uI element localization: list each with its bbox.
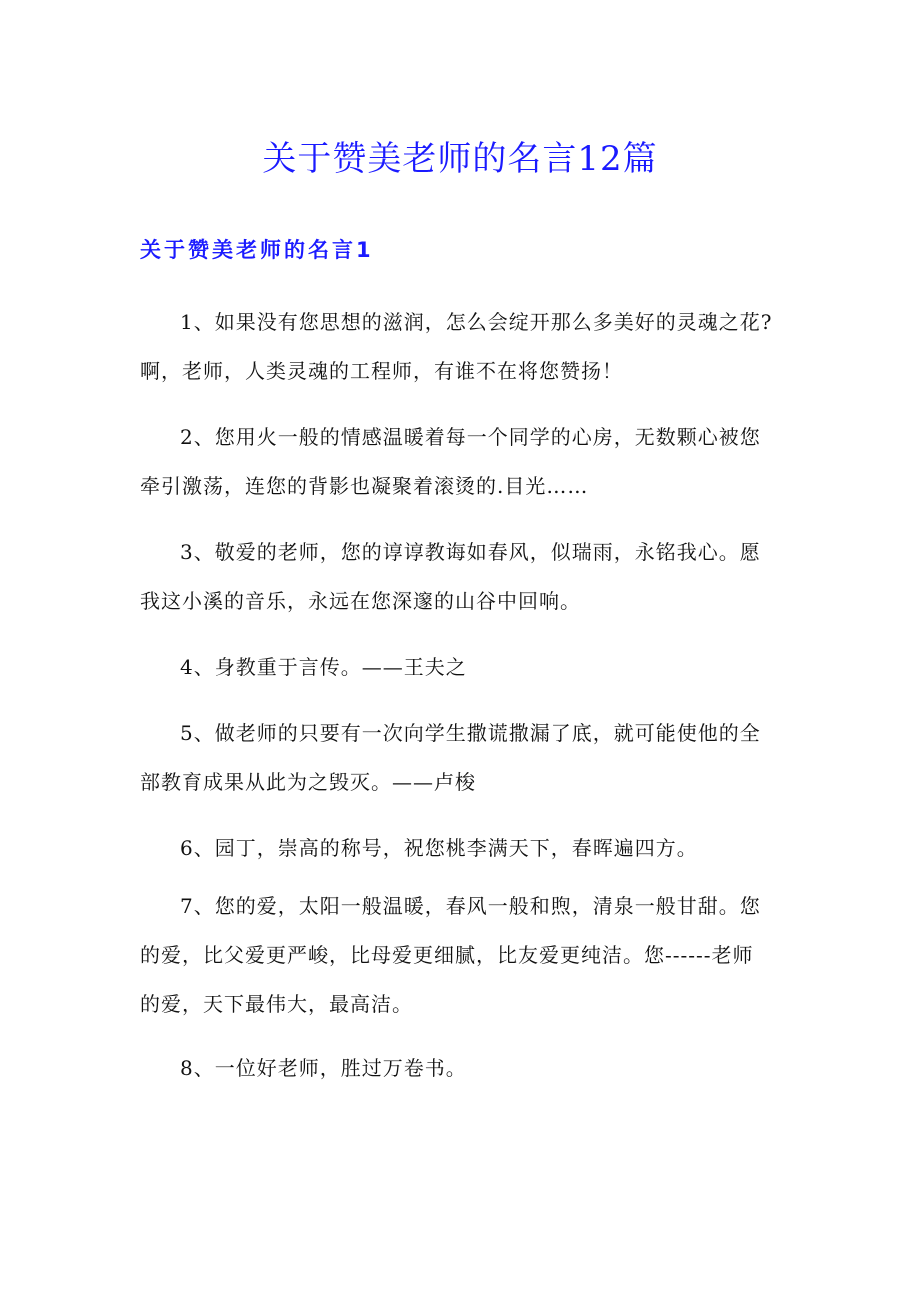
quote-line: 的爱，天下最伟大，最高洁。 bbox=[140, 992, 413, 1016]
quote-line: 的爱，比父爱更严峻，比母爱更细腻，比友爱更纯洁。您------老师 bbox=[140, 943, 754, 967]
quote-item-8 bbox=[140, 1044, 790, 1093]
quote-item-3 bbox=[140, 528, 790, 626]
quote-line: 7、您的爱，太阳一般温暖，春风一般和煦，清泉一般甘甜。您 bbox=[180, 894, 761, 918]
quote-item-2 bbox=[140, 413, 790, 511]
quote-line: 4、身教重于言传。——王夫之 bbox=[180, 655, 467, 679]
quote-item-6 bbox=[140, 824, 790, 873]
quote-line: 牵引激荡，连您的背影也凝聚着滚烫的.目光…… bbox=[140, 474, 589, 498]
quote-line: 2、您用火一般的情感温暖着每一个同学的心房，无数颗心被您 bbox=[180, 425, 761, 449]
quote-line: 部教育成果从此为之毁灭。——卢梭 bbox=[140, 770, 476, 794]
document-title: 关于赞美老师的名言12篇 bbox=[262, 139, 658, 179]
quote-item-4 bbox=[140, 643, 790, 692]
quote-line: 啊，老师，人类灵魂的工程师，有谁不在将您赞扬！ bbox=[140, 359, 623, 383]
section-heading: 关于赞美老师的名言1 bbox=[140, 238, 374, 262]
quote-item-5 bbox=[140, 709, 790, 807]
quote-item-7 bbox=[140, 882, 790, 1029]
quote-line: 我这小溪的音乐，永远在您深邃的山谷中回响。 bbox=[140, 589, 581, 613]
quote-line: 3、敬爱的老师，您的谆谆教诲如春风，似瑞雨，永铭我心。愿 bbox=[180, 540, 761, 564]
quote-line: 8、一位好老师，胜过万卷书。 bbox=[180, 1056, 467, 1080]
quote-item-1 bbox=[140, 298, 790, 396]
quote-line: 5、做老师的只要有一次向学生撒谎撒漏了底，就可能使他的全 bbox=[180, 721, 761, 745]
quote-line: 6、园丁，崇高的称号，祝您桃李满天下，春晖遍四方。 bbox=[180, 836, 698, 860]
quote-line: 1、如果没有您思想的滋润，怎么会绽开那么多美好的灵魂之花? bbox=[180, 310, 773, 334]
